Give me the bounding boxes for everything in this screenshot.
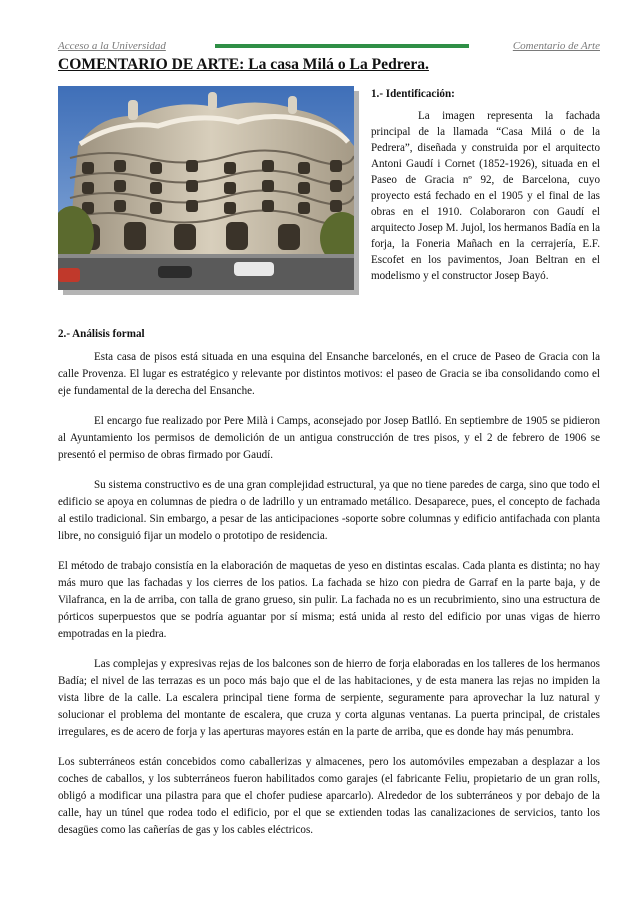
document-page [58,40,600,852]
formal-analysis-heading: 2.- Análisis formal [58,328,145,340]
paragraph-work-method: El método de trabajo consistía en la elaboración de maquetas de yeso en distintas escalas. Cada planta es distinta; no hay más muro que las fachadas y los cierres de los patios. La fachada se hizo con piedra de Garraf en la parte baja, y de Vilafranca, en la de arriba, con talla de grano grueso, sin pulir. La fachada no es un recubrimiento, sino una estructura de pórticos superpuestos que se podría aguantar por sí misma; está unida al resto del edificio por unas vigas de hierro empotradas en la piedra. [58,560,600,640]
document-title: COMENTARIO DE ARTE: La casa Milá o La Pedrera. [58,56,429,73]
paragraph-location: Esta casa de pisos está situada en una esquina del Ensanche barcelonés, en el cruce de Paseo de Gracia con la calle Provenza. El lugar es estratégico y relevante por distintos motivos: el paseo de Gracia se iba consolidando como el eje fundamental de la derecha del Ensanche. [58,351,600,397]
identification-block [371,86,600,284]
intro-section [58,80,600,326]
identification-text: La imagen representa la fachada principal de la llamada “Casa Milá o de la Pedrera”, diseñada y construida por el arquitecto Antoni Gaudí i Cornet (1852-1926), situada en el Paseo de Gracia nº 92, de Barcelona, cuyo proyecto está fechado en el 1905 y el final de las obras en el 1910. Colaboraron con Gaudí el arquitecto Josep M. Jujol, los hermanos Badía en la forja, la Foneria Mañach en la cerrajería, E.F. Escofet en los pavimentos, Joan Beltran en el modelismo y el constructor Josep Bayó. [371,110,600,282]
paragraph-basements: Los subterráneos están concebidos como caballerizas y almacenes, pero los automóviles empezaban a desplazar a los coches de caballos, y los subterráneos fueron habilitados como garajes (el fabricante Feliu, propietario de un gran rolls, obligó a modificar una pilastra para que el chofer pudiese aparcarlo). Alrededor de los subterráneos y por debajo de la calle, hay un túnel que rodea todo el edificio, por el que se extienden todas las canalizaciones de servicios, tanto los desagües como las cañerías de gas y los cables eléctricos. [58,756,600,836]
paragraph-commission: El encargo fue realizado por Pere Milà i Camps, aconsejado por Josep Batlló. En septiembre de 1905 se pidieron al Ayuntamiento los permisos de demolición de un antigua construcción de tres pisos, y el 2 de febrero de 1906 se presentó el permiso de obras firmado por Gaudí. [58,415,600,461]
building-illustration [58,86,354,290]
identification-heading: 1.- Identificación: [371,88,455,100]
page-header [58,40,600,54]
header-right-text: Comentario de Arte [512,40,600,52]
casa-mila-photo [58,86,354,290]
header-rule [215,44,469,48]
paragraph-balconies: Las complejas y expresivas rejas de los balcones son de hierro de forja elaboradas en los talleres de los hermanos Badía; el nivel de las terrazas es un poco más bajo que el de las habitaciones, y de esta manera las rejas no impiden la vista libre de la calle. La escalera principal tiene forma de serpiente, seguramente para aprovechar la luz natural y solucionar el problema del montante de escalera, que cruza y corta algunas ventanas. La puerta principal, de cristales irregulares, es de acero de forja y las aperturas mayores están en la parte de arriba, que es donde hay más penumbra. [58,658,600,738]
paragraph-construction-system: Su sistema constructivo es de una gran complejidad estructural, ya que no tiene paredes de carga, sino que todo el edificio se apoya en columnas de piedra o de ladrillo y un entramado metálico. Desaparece, pues, el concepto de fachada al estilo tradicional. Sin embargo, a pesar de las anticipaciones -soporte sobre columnas y edificio antifachada con planta libre, no consiguió fijar un modelo o prototipo de residencia. [58,479,600,542]
header-left-text: Acceso a la Universidad [58,40,166,52]
